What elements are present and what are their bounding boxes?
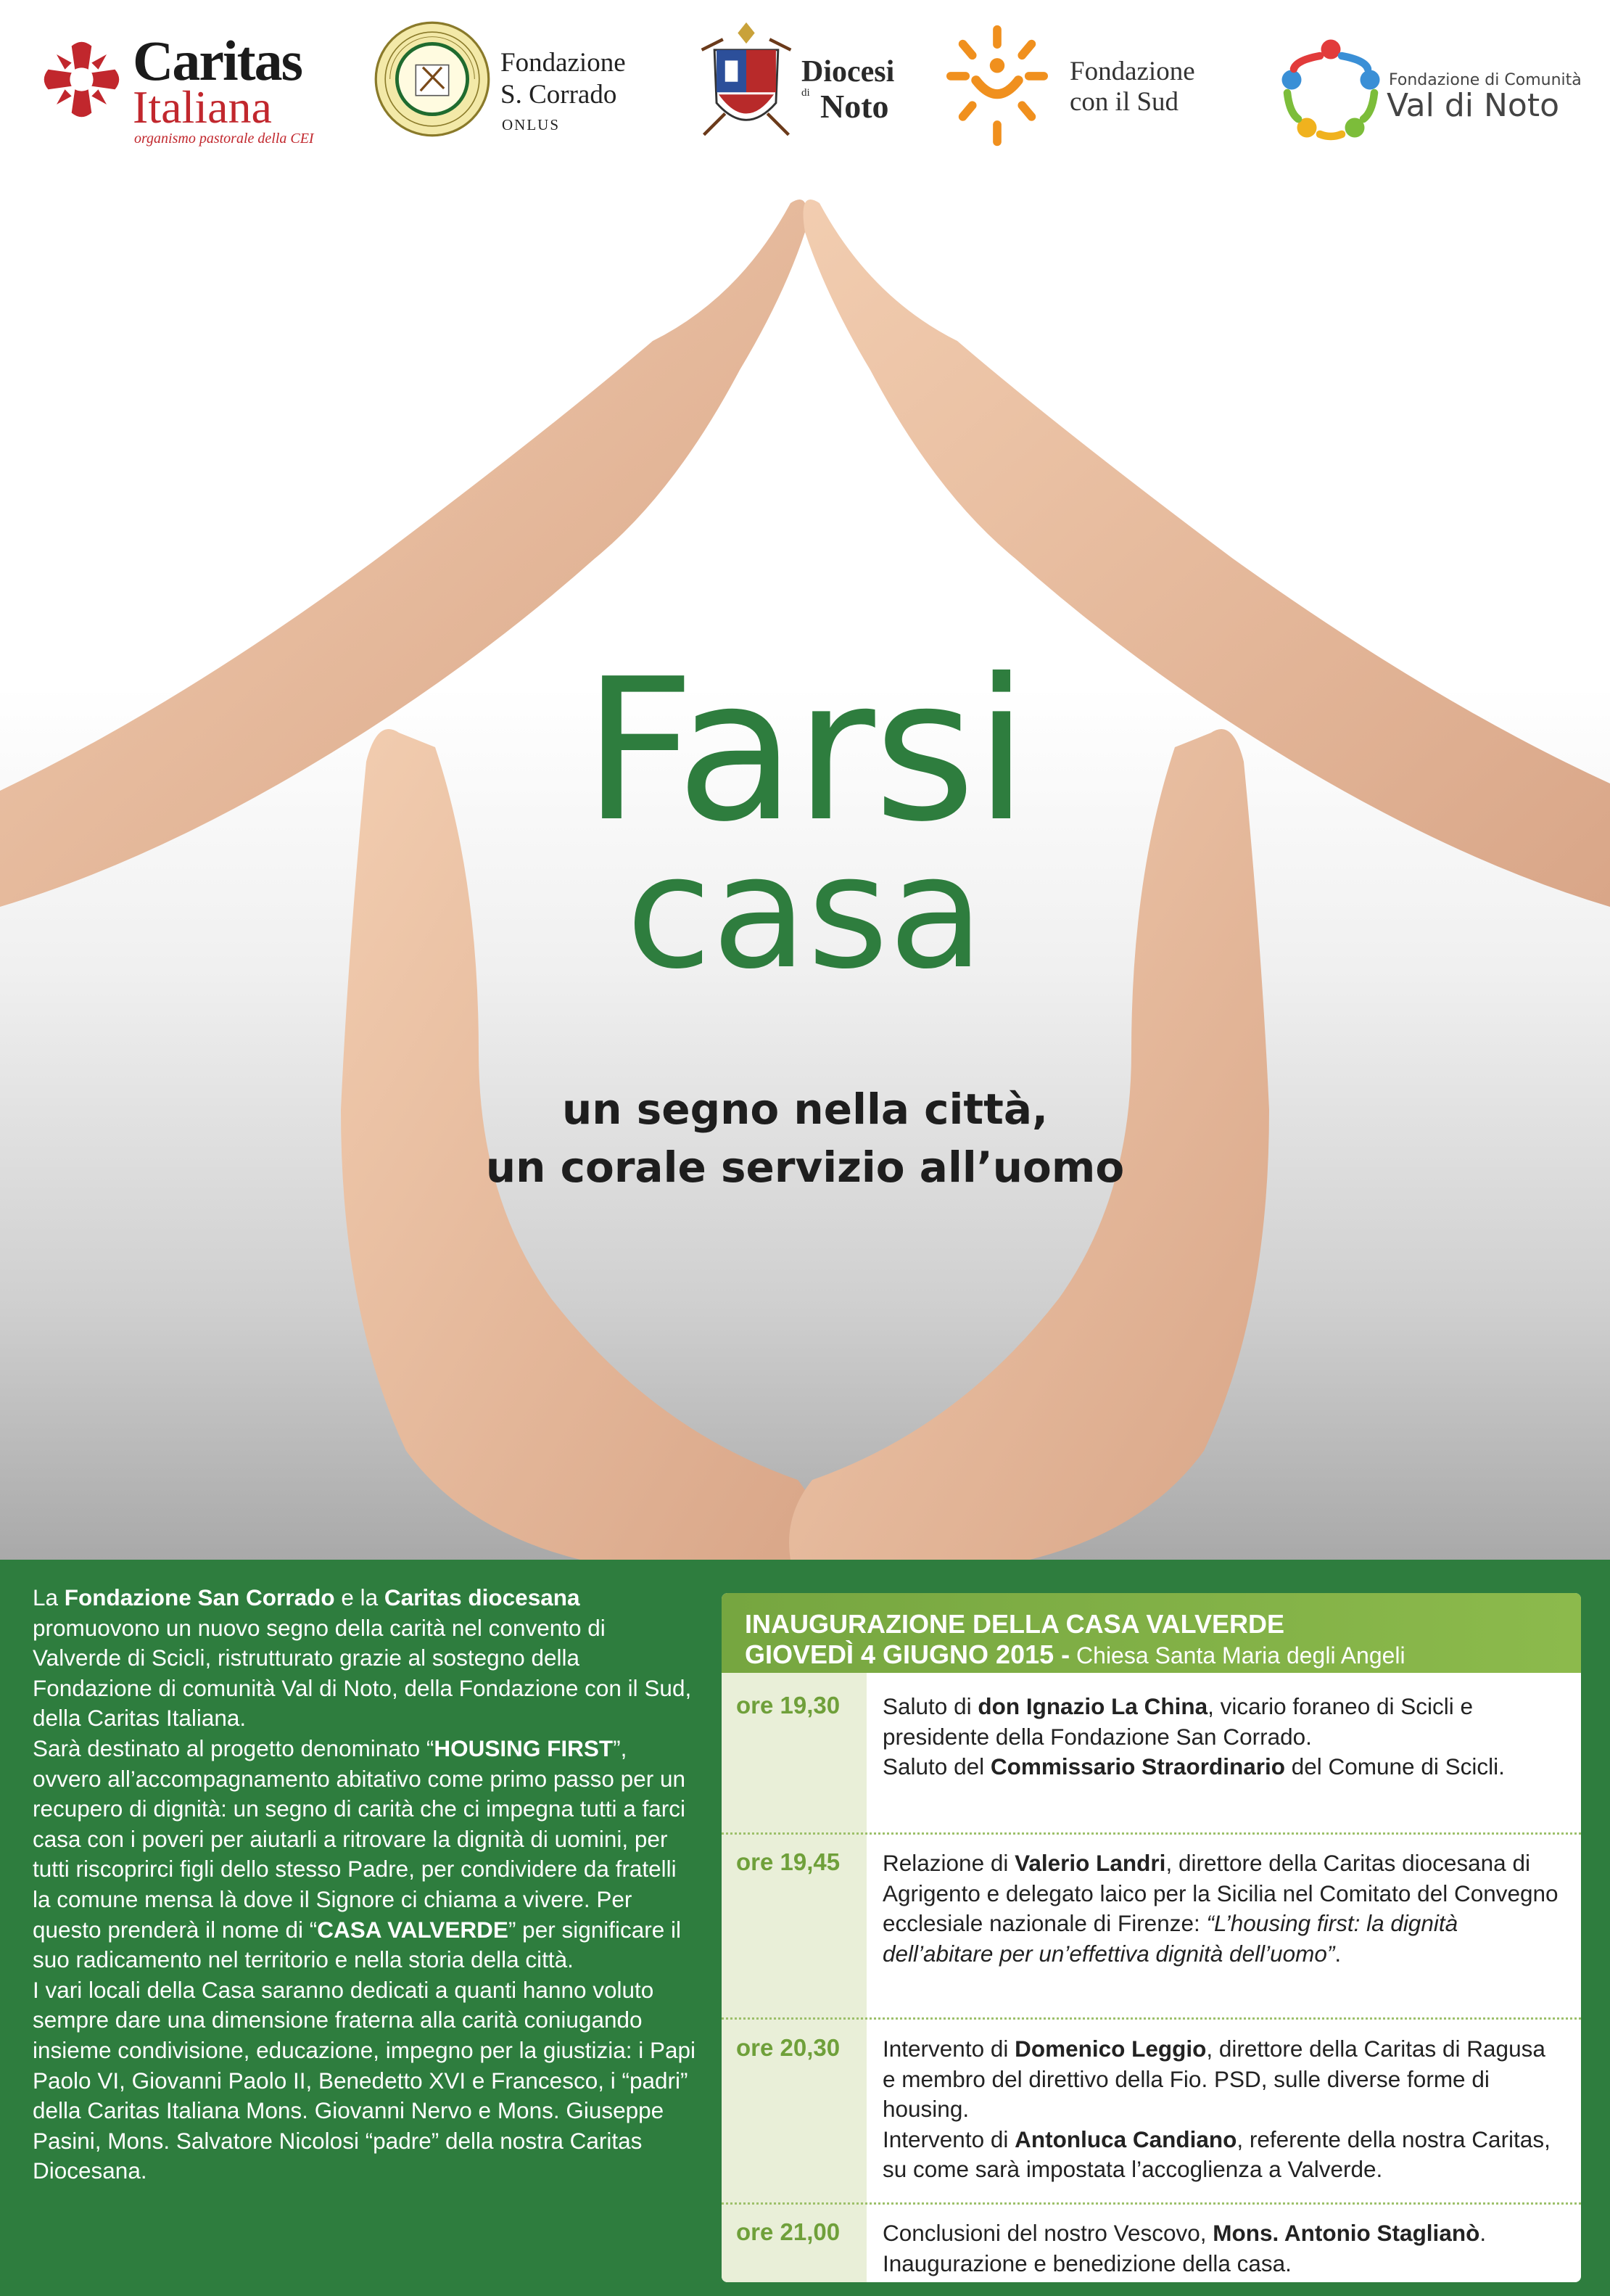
intro-text-run: I vari locali della Casa saranno dedicati a quanti hanno voluto sempre dare una dimensione fraterna alla carità coniugando insieme condivisione, educazione, impegno per la giustizia: i Papi Paolo VI, Giovanni Paolo II, Benedetto XVI e Francesco, i “padri” della Caritas Italiana Mons. Giovanni Nervo e Mons. Giuseppe Pasini, Mons. Salvatore Nicolosi “padre” della nostra Caritas Diocesana. (33, 1976, 696, 2184)
slot-text: Intervento di (883, 2126, 1015, 2152)
slot-text: , direttore della Caritas diocesana di Agrigento e delegato laico per la Sicilia nel Comitato del Convegno ecclesiale nazionale di Firenze: (883, 1850, 1559, 1937)
italiana-word: Italiana (133, 81, 272, 133)
caritas-cross-icon (40, 38, 123, 121)
slot-text: Saluto del (883, 1753, 991, 1780)
slot-text: , referente della nostra Caritas, su come sarà impostata l’accoglienza a Valverde. (883, 2126, 1551, 2183)
program-venue: Chiesa Santa Maria degli Angeli (1070, 1642, 1405, 1668)
san-corrado-seal-icon (373, 20, 491, 138)
program-date-venue (745, 1639, 1405, 1670)
slot-text: . (1334, 1940, 1342, 1967)
san-corrado-line3: ONLUS (502, 116, 561, 133)
slot-text: Inaugurazione e benedizione della casa. (883, 2250, 1292, 2276)
intro-paragraph-2 (33, 1734, 696, 1975)
talk-title: “L’housing first: la dignità dell’abitare per un’effettiva dignità dell’uomo” (883, 1910, 1458, 1967)
community-ring-icon (1276, 36, 1385, 145)
caritas-italiana-logo (40, 15, 315, 145)
slot-divider (722, 2017, 1581, 2020)
slot-text: , direttore della Caritas di Ragusa e membro del direttivo della Fio. PSD, sulle diverse forme di housing. (883, 2036, 1545, 2123)
event-program-box (722, 1593, 1581, 2282)
times-column (722, 1673, 867, 2282)
slot-text: Saluto di (883, 1693, 978, 1719)
con-il-sud-line1: Fondazione (1070, 57, 1195, 86)
caritas-tagline: organismo pastorale della CEI (134, 131, 314, 147)
speaker-name: Antonluca Candiano (1015, 2126, 1237, 2152)
fondazione-san-corrado-logo (373, 15, 664, 145)
info-panel (0, 1560, 1610, 2296)
slot-paragraph (883, 2249, 1564, 2279)
intro-text-run: La (33, 1584, 65, 1610)
slot-paragraph (883, 2218, 1564, 2249)
caritas-word: Caritas (133, 29, 302, 92)
val-di-noto-line1: Fondazione di Comunità (1389, 71, 1582, 89)
slot-description (883, 1848, 1564, 1969)
slot-divider (722, 2202, 1581, 2205)
diocesi-di-noto-logo (693, 15, 910, 145)
fondazione-con-il-sud-logo (943, 15, 1247, 145)
con-il-sud-line2: con il Sud (1070, 87, 1179, 117)
slot-time: ore 19,45 (736, 1848, 841, 1875)
intro-paragraph-1 (33, 1583, 696, 1734)
intro-bold-run: Caritas diocesana (384, 1584, 580, 1610)
slot-divider (722, 1832, 1581, 1835)
sun-figure-icon (943, 23, 1052, 150)
slot-text: . (1479, 2220, 1487, 2246)
intro-bold-run: CASA VALVERDE (317, 1916, 508, 1943)
program-date: GIOVEDÌ 4 GIUGNO 2015 - (745, 1639, 1070, 1669)
intro-text-run: Sarà destinato al progetto denominato “ (33, 1735, 434, 1761)
intro-bold-run: Fondazione San Corrado (64, 1584, 335, 1610)
diocese-crest-icon (693, 18, 800, 156)
speaker-name: don Ignazio La China (978, 1693, 1208, 1719)
speaker-name: Domenico Leggio (1015, 2036, 1207, 2062)
noto-word: Noto (820, 88, 889, 125)
intro-text-run: ” per significare il suo radicamento nel territorio e nella storia della città. (33, 1916, 682, 1973)
slot-paragraph (883, 1848, 1564, 1969)
speaker-name: Mons. Antonio Staglianò (1213, 2220, 1480, 2246)
val-di-noto-line2: Val di Noto (1387, 87, 1560, 124)
speaker-name: Commissario Straordinario (990, 1753, 1285, 1780)
san-corrado-line2: S. Corrado (500, 80, 617, 110)
slot-description (883, 1692, 1564, 1782)
intro-text-run: ”, ovvero all’accompagnamento abitativo come primo passo per un recupero di dignità: un segno di carità che ci impegna tutti a farci casa con i poveri per aiutarli a ritrovare la dignità di uomini, per tutti riscoprirci figli dello stesso Padre, per condividere da fratelli la comune mensa là dove il Signore ci chiama a vivere. Per questo prenderà il nome di “ (33, 1735, 686, 1943)
slot-text: del Comune di Scicli. (1284, 1753, 1505, 1780)
program-heading: INAUGURAZIONE DELLA CASA VALVERDE (745, 1609, 1285, 1639)
slot-description (883, 2034, 1564, 2185)
title-casa: casa (626, 821, 984, 1003)
speaker-name: Valerio Landri (1015, 1850, 1166, 1876)
hero-section (0, 152, 1610, 1560)
san-corrado-line1: Fondazione (500, 48, 626, 78)
slot-text: , vicario foraneo di Scicli e presidente della Fondazione San Corrado. (883, 1693, 1474, 1750)
slot-paragraph (883, 1752, 1564, 1782)
subtitle-line2: un corale servizio all’uomo (485, 1143, 1125, 1192)
intro-text (33, 1583, 696, 2186)
slot-time: ore 20,30 (736, 2034, 841, 2061)
slot-time: ore 21,00 (736, 2218, 841, 2245)
intro-bold-run: HOUSING FIRST (434, 1735, 614, 1761)
sponsor-logo-bar (0, 0, 1610, 152)
slot-paragraph (883, 2034, 1564, 2125)
intro-text-run: promuovono un nuovo segno della carità nel convento di Valverde di Scicli, ristrutturato grazie al sostegno della Fondazione di comunità Val di Noto, della Fondazione con il Sud, della Caritas Italiana. (33, 1614, 692, 1732)
diocesi-word: Diocesi (801, 55, 895, 89)
slot-time: ore 19,30 (736, 1692, 841, 1719)
slot-text: Conclusioni del nostro Vescovo, (883, 2220, 1213, 2246)
title-farsi: Farsi (582, 636, 1028, 865)
slot-description (883, 2218, 1564, 2279)
program-header (722, 1593, 1581, 1673)
slot-text: Relazione di (883, 1850, 1015, 1876)
intro-text-run: e la (334, 1584, 384, 1610)
subtitle-line1: un segno nella città, (561, 1085, 1049, 1134)
slot-paragraph (883, 2125, 1564, 2185)
diocesi-di: di (801, 87, 810, 99)
slot-paragraph (883, 1692, 1564, 1752)
slot-text: Intervento di (883, 2036, 1015, 2062)
intro-paragraph-3 (33, 1975, 696, 2186)
fondazione-val-di-noto-logo (1276, 15, 1588, 145)
